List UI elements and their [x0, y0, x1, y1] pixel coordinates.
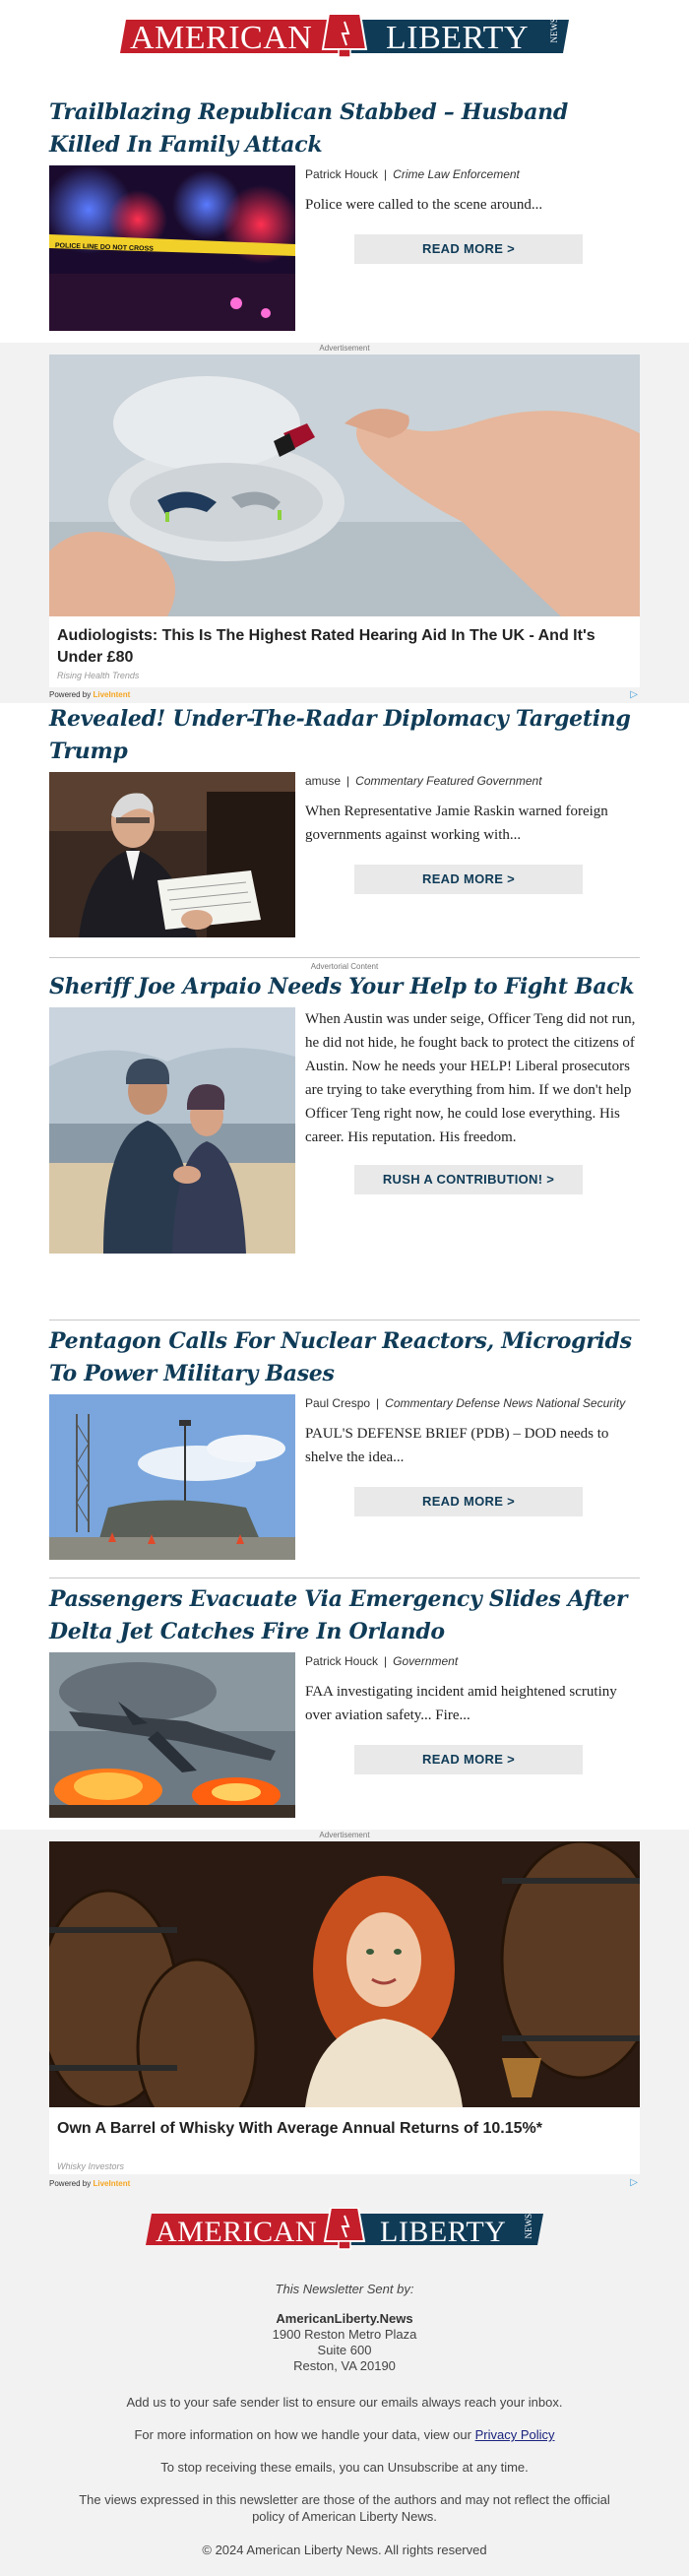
- article-3-advertorial: [49, 971, 640, 1254]
- article-image-couple[interactable]: [49, 1007, 295, 1254]
- ad-band-1: [0, 343, 689, 703]
- article-category[interactable]: Commentary Defense News National Security: [385, 1396, 626, 1410]
- article-1: [49, 97, 640, 331]
- article-author[interactable]: amuse: [305, 774, 342, 788]
- contribute-button[interactable]: RUSH A CONTRIBUTION! >: [354, 1165, 583, 1194]
- ad-title[interactable]: Own A Barrel of Whisky With Average Annual Returns of 10.15%*: [57, 2120, 542, 2137]
- ad-image-hearing-aid[interactable]: [49, 354, 640, 616]
- article-image-raskin[interactable]: [49, 772, 295, 937]
- article-teaser: FAA investigating incident amid heightened scrutiny over aviation safety... Fire...: [305, 1684, 617, 1723]
- privacy-policy-link[interactable]: Privacy Policy: [474, 2427, 555, 2442]
- article-category[interactable]: Commentary Featured Government: [355, 774, 542, 788]
- article-author[interactable]: Patrick Houck: [305, 1654, 379, 1668]
- article-headline[interactable]: Revealed! Under-The-Radar Diplomacy Targeting Trump: [49, 706, 631, 764]
- article-byline: Patrick Houck | Government: [305, 1654, 459, 1668]
- adchoices-icon[interactable]: ▷: [630, 2177, 638, 2188]
- logo-news: NEWS: [524, 2214, 533, 2239]
- article-author[interactable]: Patrick Houck: [305, 167, 379, 181]
- police-tape-text: POLICE LINE DO NOT CROSS: [54, 242, 154, 253]
- ad-title[interactable]: Audiologists: This Is The Highest Rated Hearing Aid In The UK - And It's Under £80: [57, 627, 595, 666]
- article-headline[interactable]: Pentagon Calls For Nuclear Reactors, Microgrids To Power Military Bases: [49, 1328, 632, 1386]
- article-image-police[interactable]: [49, 165, 295, 331]
- article-headline[interactable]: Passengers Evacuate Via Emergency Slides After Delta Jet Catches Fire In Orlando: [49, 1586, 628, 1644]
- liveintent-logo: LiveIntent: [93, 690, 131, 699]
- article-byline: Patrick Houck | Crime Law Enforcement: [305, 167, 520, 181]
- powered-by-text: Powered by: [49, 690, 92, 699]
- liveintent-logo: LiveIntent: [93, 2179, 131, 2188]
- ad-whisky[interactable]: [49, 1841, 640, 2174]
- safe-sender-note: Add us to your safe sender list to ensure our emails always reach your inbox.: [126, 2395, 563, 2410]
- article-4: [49, 1325, 640, 1560]
- sent-by: This Newsletter Sent by:: [275, 2282, 414, 2296]
- footer-logo[interactable]: [0, 2194, 689, 2263]
- read-more-button[interactable]: READ MORE >: [354, 1745, 583, 1774]
- header-logo[interactable]: [0, 0, 689, 69]
- footer-org: AmericanLiberty.News: [276, 2311, 413, 2326]
- powered-by-text: Powered by: [49, 2179, 92, 2188]
- privacy-text: For more information on how we handle your data, view our: [134, 2427, 471, 2442]
- footer-addr3: Reston, VA 20190: [293, 2358, 396, 2373]
- article-byline: amuse | Commentary Featured Government: [305, 774, 542, 788]
- advertorial-body: When Austin was under seige, Officer Teng did not run, he did not hide, he fought back to protect the citizens of Austin. Now he needs your HELP! Liberal prosecutors are trying to take everything from him. If we don't help Officer Teng right now, he could lose everything. His career. His reputation. His freedom.: [305, 1011, 636, 1145]
- article-image-military-base[interactable]: [49, 1394, 295, 1560]
- read-more-button[interactable]: READ MORE >: [354, 1487, 583, 1516]
- logo-news: NEWS: [549, 18, 559, 43]
- ad-band-2: [0, 1830, 689, 2192]
- logo-word-liberty: LIBERTY: [380, 2216, 507, 2248]
- logo-word-liberty: LIBERTY: [386, 20, 529, 56]
- read-more-button[interactable]: READ MORE >: [354, 234, 583, 264]
- article-category[interactable]: Government: [393, 1654, 459, 1668]
- adchoices-icon[interactable]: ▷: [630, 689, 638, 700]
- disclaimer: The views expressed in this newsletter are those of the authors and may not reflect the official policy of American Liberty News.: [79, 2492, 610, 2524]
- article-5: [49, 1583, 640, 1818]
- article-author[interactable]: Paul Crespo: [305, 1396, 371, 1410]
- article-image-jet-fire[interactable]: [49, 1652, 295, 1818]
- ad-brand: Rising Health Trends: [57, 671, 140, 680]
- logo-banner: [120, 12, 569, 59]
- article-teaser: PAUL'S DEFENSE BRIEF (PDB) – DOD needs to shelve the idea...: [305, 1426, 609, 1465]
- footer-addr1: 1900 Reston Metro Plaza: [272, 2327, 417, 2342]
- ad-image-whisky[interactable]: [49, 1841, 640, 2107]
- article-byline: Paul Crespo | Commentary Defense News National Security: [305, 1396, 626, 1410]
- logo-banner: [146, 2208, 543, 2251]
- footer: [0, 2192, 689, 2576]
- footer-addr2: Suite 600: [317, 2343, 372, 2357]
- article-teaser: When Representative Jamie Raskin warned foreign governments against working with...: [305, 804, 608, 843]
- ad-hearing-aid[interactable]: [49, 354, 640, 687]
- article-teaser: Police were called to the scene around...: [305, 197, 543, 213]
- divider: [49, 957, 640, 958]
- read-more-button[interactable]: READ MORE >: [354, 865, 583, 894]
- article-headline[interactable]: Sheriff Joe Arpaio Needs Your Help to Fight Back: [49, 974, 635, 999]
- advertorial-label: Advertorial Content: [310, 962, 379, 971]
- logo-word-american: AMERICAN: [130, 20, 313, 56]
- copyright: © 2024 American Liberty News. All rights reserved: [202, 2543, 487, 2557]
- article-2: [49, 703, 640, 937]
- unsubscribe-note[interactable]: To stop receiving these emails, you can Unsubscribe at any time.: [160, 2460, 529, 2475]
- article-headline[interactable]: Trailblazing Republican Stabbed – Husband Killed In Family Attack: [49, 99, 568, 158]
- article-category[interactable]: Crime Law Enforcement: [393, 167, 520, 181]
- ad-brand: Whisky Investors: [57, 2161, 125, 2171]
- powered-by[interactable]: [49, 690, 130, 699]
- logo-word-american: AMERICAN: [156, 2216, 318, 2248]
- privacy-note: [0, 2426, 689, 2443]
- ad-label: Advertisement: [319, 1831, 370, 1839]
- powered-by[interactable]: [49, 2179, 130, 2188]
- ad-label: Advertisement: [319, 344, 370, 353]
